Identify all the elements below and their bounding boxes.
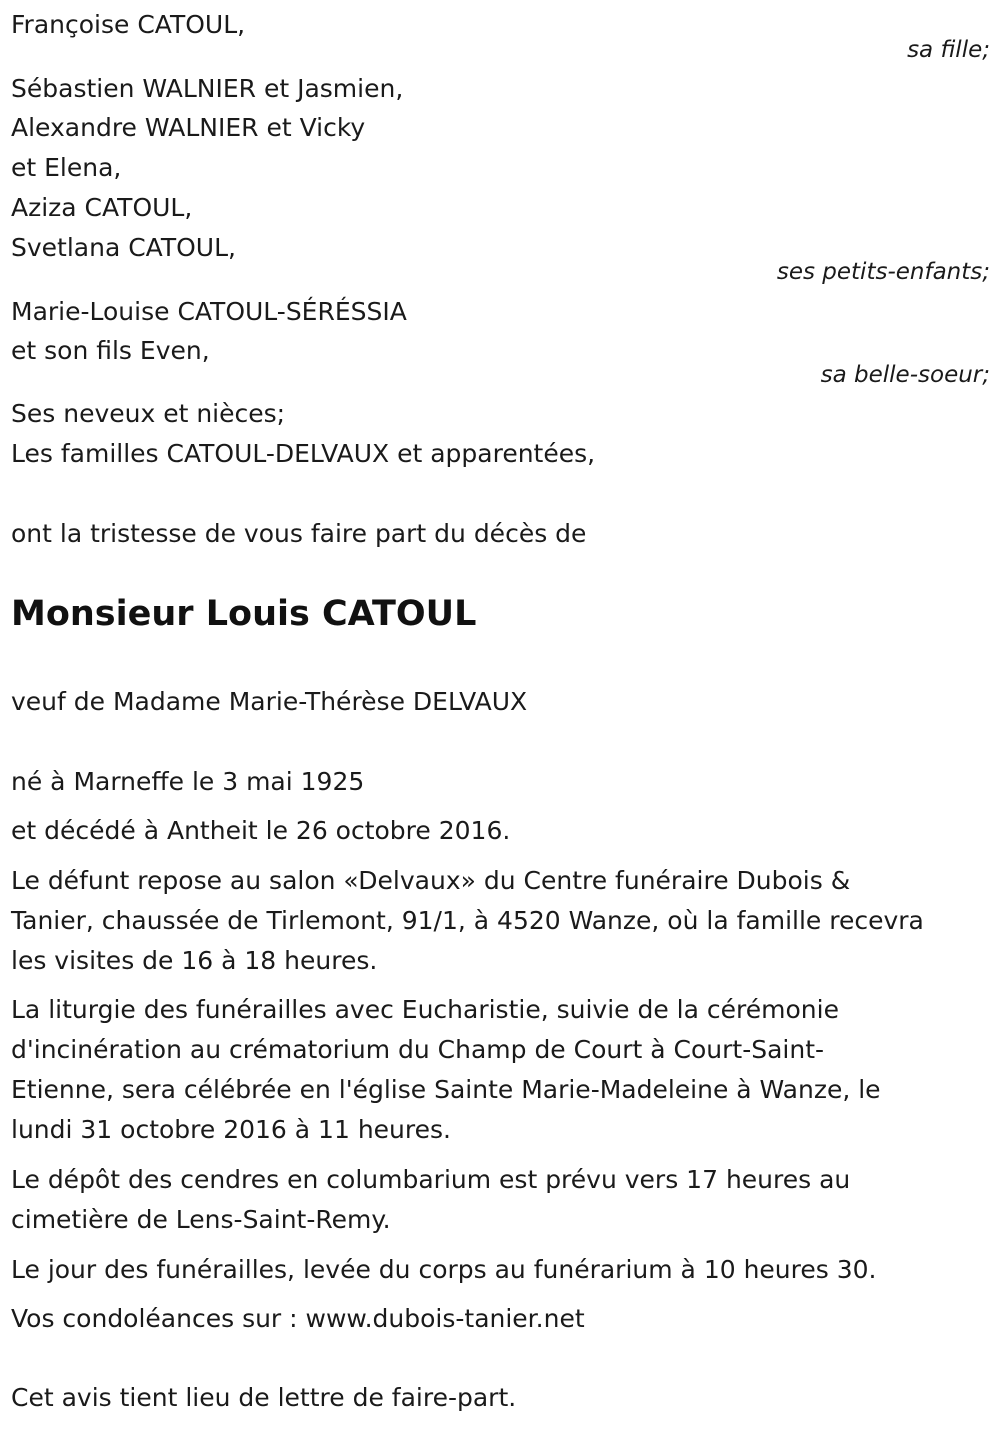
grandchild-line: Aziza CATOUL,: [11, 193, 193, 222]
closing-note: Cet avis tient lieu de lettre de faire-part.: [11, 1383, 517, 1412]
liturgy-line: La liturgie des funérailles avec Eucharistie, suivie de la cérémonie: [11, 995, 839, 1024]
departure-info: Le jour des funérailles, levée du corps au funérarium à 10 heures 30.: [11, 1255, 877, 1284]
sister-in-law-name: Marie-Louise CATOUL-SÉRÉSSIA: [11, 297, 407, 326]
related-families: Les familles CATOUL-DELVAUX et apparentées,: [11, 439, 596, 468]
grandchild-line: Sébastien WALNIER et Jasmien,: [11, 74, 404, 103]
nephews-nieces: Ses neveux et nièces;: [11, 399, 286, 428]
widower-of: veuf de Madame Marie-Thérèse DELVAUX: [11, 687, 528, 716]
announcement-text: ont la tristesse de vous faire part du décès de: [11, 519, 587, 548]
ashes-line: Le dépôt des cendres en columbarium est prévu vers 17 heures au: [11, 1165, 851, 1194]
liturgy-line: lundi 31 octobre 2016 à 11 heures.: [11, 1115, 451, 1144]
deceased-name: Monsieur Louis CATOUL: [11, 594, 477, 634]
birth-info: né à Marneffe le 3 mai 1925: [11, 767, 365, 796]
grandchild-line: Svetlana CATOUL,: [11, 233, 236, 262]
daughter-relation: sa fille;: [907, 37, 990, 63]
death-info: et décédé à Antheit le 26 octobre 2016.: [11, 816, 511, 845]
sister-in-law-son: et son fils Even,: [11, 336, 210, 365]
condolences-info: Vos condoléances sur : www.dubois-tanier.net: [11, 1304, 585, 1333]
visitation-line: Tanier, chaussée de Tirlemont, 91/1, à 4520 Wanze, où la famille recevra: [11, 906, 924, 935]
grandchild-line: et Elena,: [11, 153, 122, 182]
grandchildren-relation: ses petits-enfants;: [776, 259, 990, 285]
sister-in-law-relation: sa belle-soeur;: [820, 362, 990, 388]
daughter-name: Françoise CATOUL,: [11, 10, 246, 39]
liturgy-line: d'incinération au crématorium du Champ de Court à Court-Saint-: [11, 1035, 825, 1064]
liturgy-line: Etienne, sera célébrée en l'église Sainte Marie-Madeleine à Wanze, le: [11, 1075, 881, 1104]
ashes-line: cimetière de Lens-Saint-Remy.: [11, 1205, 391, 1234]
visitation-line: Le défunt repose au salon «Delvaux» du Centre funéraire Dubois &: [11, 866, 851, 895]
grandchild-line: Alexandre WALNIER et Vicky: [11, 113, 366, 142]
visitation-line: les visites de 16 à 18 heures.: [11, 946, 378, 975]
